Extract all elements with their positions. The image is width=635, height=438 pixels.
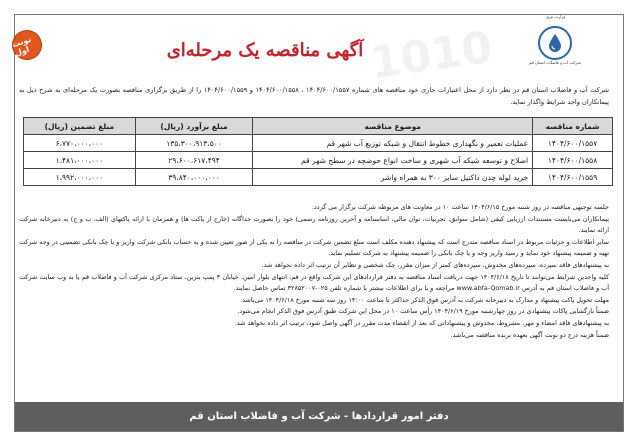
tender-number: ۱۴۰۴/۶۰۰/۱۵۵۸	[533, 152, 613, 169]
table-row	[24, 135, 613, 152]
organization-logo	[527, 14, 583, 74]
table-header-row	[24, 118, 613, 135]
water-drop-icon	[538, 26, 572, 60]
conditions-text	[19, 202, 609, 341]
tender-table	[23, 117, 613, 186]
col-tender-number: شماره مناقصه	[533, 118, 613, 135]
organization-name: شرکت آب و فاضلاب استان قم	[529, 60, 581, 65]
notice-title: آگهی مناقصه یک مرحله‌ای	[166, 40, 364, 61]
tender-subject: عملیات تعمیر و نگهداری خطوط انتقال و شبکه توزیع آب شهر قم	[253, 135, 533, 152]
table-row	[24, 169, 613, 186]
guarantee-paragraph: سایر اطلاعات و جزئیات مربوط در اسناد مناقصه مندرج است که پیشنهاد دهنده مکلف است مبلغ تضمین شرکت در مناقصه را به یکی از صور تعیین شده و به حساب بانکی شرکت واریز و یا چک بانکی تضمینی در وجه شرکت تهیه و ضمیمه پیشنهاد خود نماید و رسید واریز وجه و یا چک بانکی را ضمیمه پیشنهاد به شرکت تسلیم نماید.	[19, 237, 609, 258]
tender-number: ۱۴۰۴/۶۰۰/۱۵۵۹	[533, 169, 613, 186]
tender-estimate: ۳۹،۸۴۰،۰۰۰،۰۰۰	[135, 169, 253, 186]
opening-paragraph: ضمناً بازگشایی پاکات پیشنهادی در روز چهارشنبه مورخ ۱۴۰۴/۶/۱۹ رأس ساعت ۱۰ در محل این شرکت طبق آدرس فوق الذکر انجام می‌شود.	[237, 307, 609, 316]
col-guarantee: مبلغ تضمین (ریال)	[24, 118, 136, 135]
ministry-label: وزارت نیرو	[546, 14, 566, 19]
first-round-badge: نوبت اول	[8, 26, 46, 64]
documents-paragraph: کلیه واجدین شرایط می‌توانند تا تاریخ ۱۴۰۴/۶/۱۸ جهت دریافت اسناد مناقصه به دفتر قراردادهای این شرکت واقع در قم، انتهای بلوار امین، خیابان ۳ پمپ بنزین، ستاد مرکزی شرکت آب و فاضلاب قم یا به وب سایت شرکت آب و فاضلاب استان قم به آدرس www.abfa-Qomab.ir مراجعه و یا برای اطلاعات بیشتر با شماره تلفن ۰۲۵-۳۲۸۵۲۰۰۷ تماس حاصل نمایند.	[19, 272, 609, 293]
briefing-paragraph: جلسه توجیهی مناقصه در روز شنبه مورخ ۱۴۰۴/۶/۱۵ ساعت ۱۰ در معاونت های مربوطه شرکت برگزار می گردد.	[311, 203, 609, 211]
tender-estimate: ۲۹،۶۰۰،۶۱۷،۴۹۴	[135, 152, 253, 169]
col-estimate: مبلغ برآورد (ریال)	[135, 118, 253, 135]
watermark: 1010	[367, 21, 496, 90]
tender-number: ۱۴۰۴/۶۰۰/۱۵۵۷	[533, 135, 613, 152]
col-tender-subject: موضوع مناقصه	[253, 118, 533, 135]
tender-guarantee: ۱،۹۹۲،۰۰۰،۰۰۰	[24, 169, 136, 186]
tender-guarantee: ۶،۷۷۰،۰۰۰،۰۰۰	[24, 135, 136, 152]
table-row	[24, 152, 613, 169]
intro-paragraph: شرکت آب و فاضلاب استان قم در نظر دارد از محل اعتبارات جاری خود مناقصه های شماره ۱۴۰۴/۶۰۰/۱۵۵۷ ، ۱۴۰۴/۶۰۰/۱۵۵۸ و ۱۴۰۴/۶۰۰/۱۵۵۹ را از طریق برگزاری مناقصه بصورت یک مرحله‌ای به شرح ذیل به پیمانکاران واجد شرایط واگذار نماید.	[19, 86, 609, 106]
deadline-paragraph: مهلت تحویل پاکت پیشنهاد و مدارک به دبیرخانه شرکت به آدرس فوق الذکر حداکثر تا ساعت ۱۴:۰۰ روز سه شنبه مورخ ۱۴۰۴/۶/۱۸ می‌باشد.	[240, 295, 609, 304]
fee-paragraph: ضمناً هزینه درج دو نوبت آگهی بعهده برنده مناقصه می‌باشد.	[450, 330, 609, 339]
qualification-paragraph: پیمانکاران می‌بایست مستندات ارزیابی کیفی (شامل سوابق، تجربیات، توان مالی، اساسنامه و آخرین روزنامه رسمی) خود را بصورت جداگانه (خارج از پاکت ها) و همزمان با ارائه پاکتهای (الف، ب و ج) به دبیرخانه شرکت ارائه نمایند.	[19, 214, 609, 235]
footer-banner: دفتر امور قراردادها - شرکت آب و فاضلاب استان قم	[15, 402, 623, 431]
tender-guarantee: ۱،۴۸۱،۰۰۰،۰۰۰	[24, 152, 136, 169]
invalid-deposit-paragraph: به پیشنهادهای فاقد سپرده، سپرده‌های مخدوش، سپرده‌های کمتر از میزان مقرر، چک شخصی و نظایر آن ترتیب اثر داده نخواهد شد.	[261, 260, 609, 269]
tender-estimate: ۱۳۵،۳۰۰،۹۱۳،۵۰۰	[135, 135, 253, 152]
tender-subject: اصلاح و توسعه شبکه آب شهری و ساخت انواع حوضچه در سطح شهر قم	[253, 152, 533, 169]
tender-subject: خرید لوله چدن داکتیل سایز ۳۰۰ به همراه واشر	[253, 169, 533, 186]
rejection-paragraph: به پیشنهادهای فاقد امضاء و مهر، مشروط، مخدوش و پیشنهاداتی که بعد از انقضاء مدت مقرر در آگهی واصل شود، ترتیب اثر داده نخواهد شد.	[234, 318, 609, 327]
